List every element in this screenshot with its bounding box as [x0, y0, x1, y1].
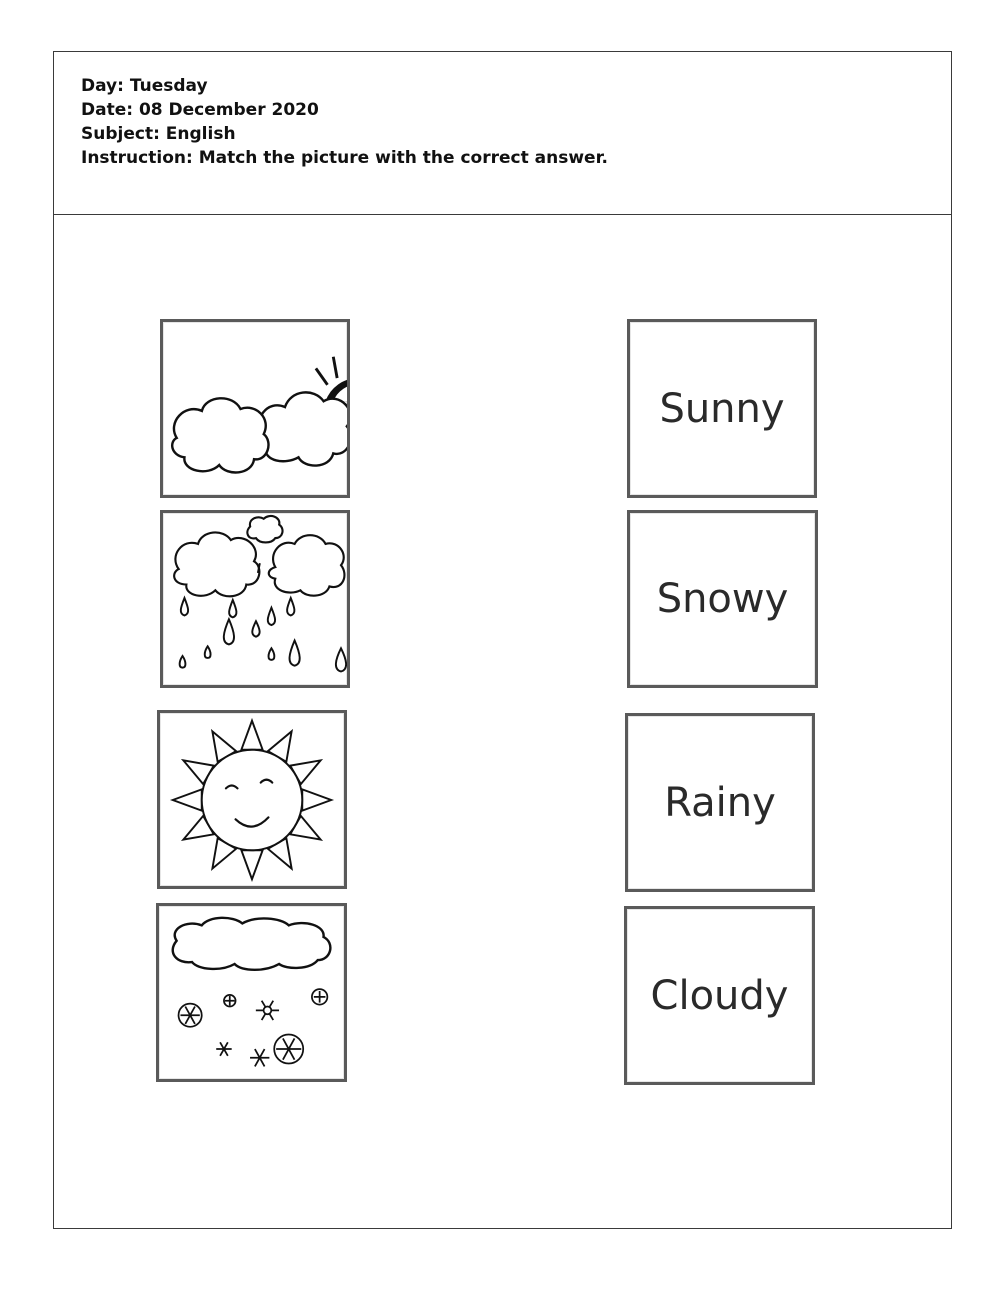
instruction-line: Instruction: Match the picture with the correct answer.: [81, 148, 608, 168]
picture-card-sunny[interactable]: [157, 710, 347, 889]
picture-card-cloudy[interactable]: [160, 319, 350, 498]
snow-cloud-icon: [159, 906, 344, 1079]
answer-label-cloudy: Cloudy: [650, 972, 789, 1019]
answer-card-rainy[interactable]: [625, 713, 815, 892]
rain-clouds-icon: [163, 513, 347, 685]
header-divider: [53, 214, 952, 215]
smiling-sun-icon: [160, 713, 344, 886]
answer-card-snowy[interactable]: [627, 510, 818, 688]
date-line: Date: 08 December 2020: [81, 100, 319, 120]
picture-card-rainy[interactable]: [160, 510, 350, 688]
answer-card-sunny[interactable]: [627, 319, 817, 498]
picture-card-snowy[interactable]: [156, 903, 347, 1082]
answer-label-rainy: Rainy: [664, 779, 776, 826]
answer-label-snowy: Snowy: [656, 576, 789, 622]
subject-line: Subject: English: [81, 124, 236, 144]
answer-card-cloudy[interactable]: [624, 906, 815, 1085]
worksheet-header: [81, 74, 608, 170]
day-line: Day: Tuesday: [81, 76, 208, 96]
sun-behind-clouds-icon: [163, 322, 347, 495]
answer-label-sunny: Sunny: [659, 385, 785, 432]
